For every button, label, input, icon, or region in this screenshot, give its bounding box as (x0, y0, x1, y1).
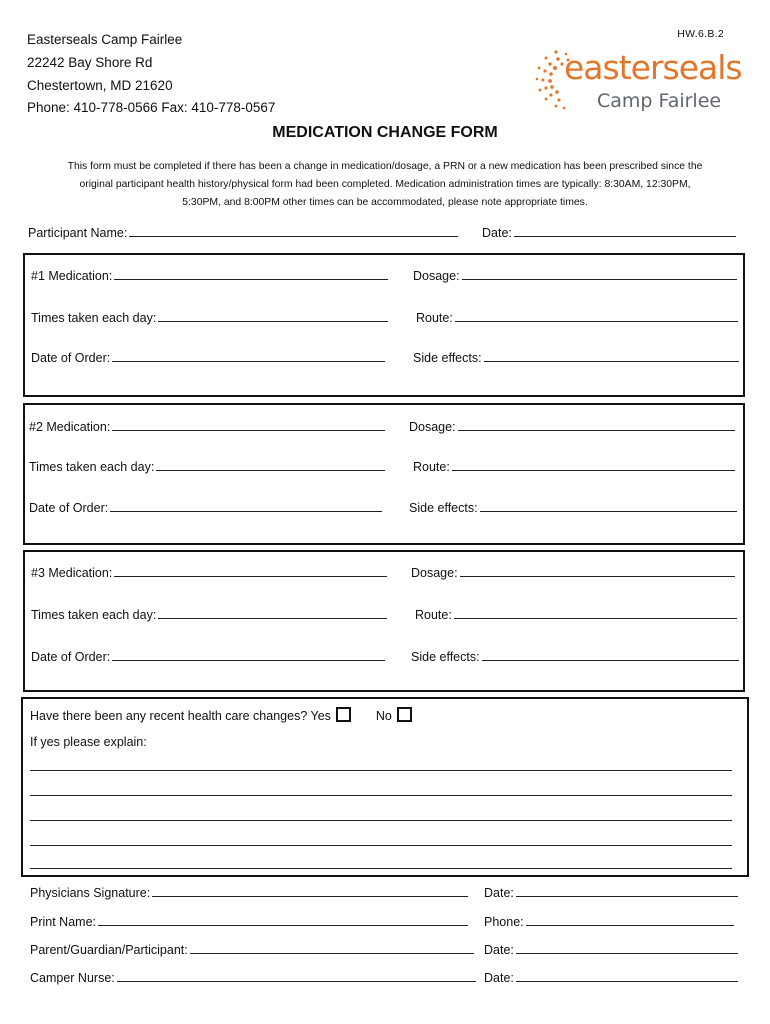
health-changes-question: Have there been any recent health care changes? (30, 709, 308, 723)
health-changes-box (21, 697, 749, 877)
yes-label: Yes (310, 709, 331, 723)
field-label: Dosage: (409, 420, 456, 434)
explain-line[interactable] (30, 820, 732, 821)
field-label: Dosage: (413, 269, 460, 283)
side-effects-field[interactable] (409, 501, 737, 515)
intro-line: This form must be completed if there has been a change in medication/dosage, a PRN or a new medication has been prescribed since the (67, 161, 703, 172)
explain-line[interactable] (30, 868, 732, 869)
physician-signature-field[interactable] (30, 886, 468, 900)
phone-field[interactable] (484, 915, 734, 929)
camper-nurse-field[interactable] (30, 971, 476, 985)
date-of-order-field[interactable] (31, 650, 385, 664)
dosage-field[interactable] (409, 420, 735, 434)
print-name-field[interactable] (30, 915, 468, 929)
explain-line[interactable] (30, 795, 732, 796)
form-title: MEDICATION CHANGE FORM (272, 124, 498, 141)
field-label: Date of Order: (31, 650, 111, 664)
field-label: Parent/Guardian/Participant: (30, 943, 188, 957)
date-of-order-field[interactable] (31, 351, 385, 365)
field-label: Phone: (484, 915, 524, 929)
field-label: #3 Medication: (31, 566, 113, 580)
times-field[interactable] (31, 608, 387, 622)
city-address: Chestertown, MD 21620 (27, 78, 173, 93)
medication-field[interactable] (31, 566, 387, 580)
field-label: Side effects: (409, 501, 478, 515)
medication-box-1 (23, 253, 745, 397)
participant-date-label: Date: (482, 226, 512, 240)
form-code: HW.6.B.2 (677, 28, 724, 40)
medication-box-3 (23, 550, 745, 692)
yes-checkbox[interactable] (336, 707, 351, 722)
no-checkbox[interactable] (397, 707, 412, 722)
physician-date-field[interactable] (484, 886, 738, 900)
participant-name-label: Participant Name: (28, 226, 128, 240)
participant-name-field[interactable] (28, 226, 458, 240)
field-label: Times taken each day: (29, 460, 155, 474)
intro-line: original participant health history/physical form had been completed. Medication administration times are typically: 8:30AM, 12:30PM, (79, 179, 691, 190)
field-label: Camper Nurse: (30, 971, 115, 985)
field-label: Times taken each day: (31, 311, 157, 325)
field-label: Print Name: (30, 915, 96, 929)
field-label: Route: (416, 311, 453, 325)
intro-line: 5:30PM, and 8:00PM other times can be accommodated, please note appropriate times. (182, 197, 588, 208)
field-label: Side effects: (411, 650, 480, 664)
street-address: 22242 Bay Shore Rd (27, 55, 153, 70)
side-effects-field[interactable] (413, 351, 739, 365)
side-effects-field[interactable] (411, 650, 739, 664)
field-label: Times taken each day: (31, 608, 157, 622)
health-changes-question-row (30, 707, 412, 723)
field-label: Side effects: (413, 351, 482, 365)
route-field[interactable] (415, 608, 737, 622)
logo-wordmark: easterseals (564, 48, 742, 87)
times-field[interactable] (31, 311, 388, 325)
no-label: No (375, 709, 392, 723)
nurse-date-field[interactable] (484, 971, 738, 985)
field-label: Route: (415, 608, 452, 622)
parent-guardian-field[interactable] (30, 943, 474, 957)
field-label: Physicians Signature: (30, 886, 151, 900)
field-label: Route: (413, 460, 450, 474)
route-field[interactable] (416, 311, 738, 325)
times-field[interactable] (29, 460, 385, 474)
dosage-field[interactable] (411, 566, 735, 580)
explain-line[interactable] (30, 845, 732, 846)
phone-fax: Phone: 410-778-0566 Fax: 410-778-0567 (27, 100, 276, 115)
date-of-order-field[interactable] (29, 501, 382, 515)
logo-subtitle: Camp Fairlee (597, 90, 722, 112)
dosage-field[interactable] (413, 269, 737, 283)
field-label: Date: (484, 943, 514, 957)
explain-label: If yes please explain: (30, 735, 147, 749)
field-label: Date: (484, 971, 514, 985)
explain-line[interactable] (30, 770, 732, 771)
field-label: Date of Order: (29, 501, 109, 515)
medication-field[interactable] (29, 420, 385, 434)
medication-field[interactable] (31, 269, 388, 283)
field-label: #1 Medication: (31, 269, 113, 283)
easterseals-logo (534, 46, 742, 126)
field-label: Date: (484, 886, 514, 900)
intro-text (28, 158, 742, 212)
org-name: Easterseals Camp Fairlee (27, 32, 183, 47)
field-label: Dosage: (411, 566, 458, 580)
parent-date-field[interactable] (484, 943, 738, 957)
field-label: Date of Order: (31, 351, 111, 365)
field-label: #2 Medication: (29, 420, 111, 434)
route-field[interactable] (413, 460, 735, 474)
participant-date-field[interactable] (482, 226, 736, 240)
medication-box-2 (23, 403, 745, 545)
